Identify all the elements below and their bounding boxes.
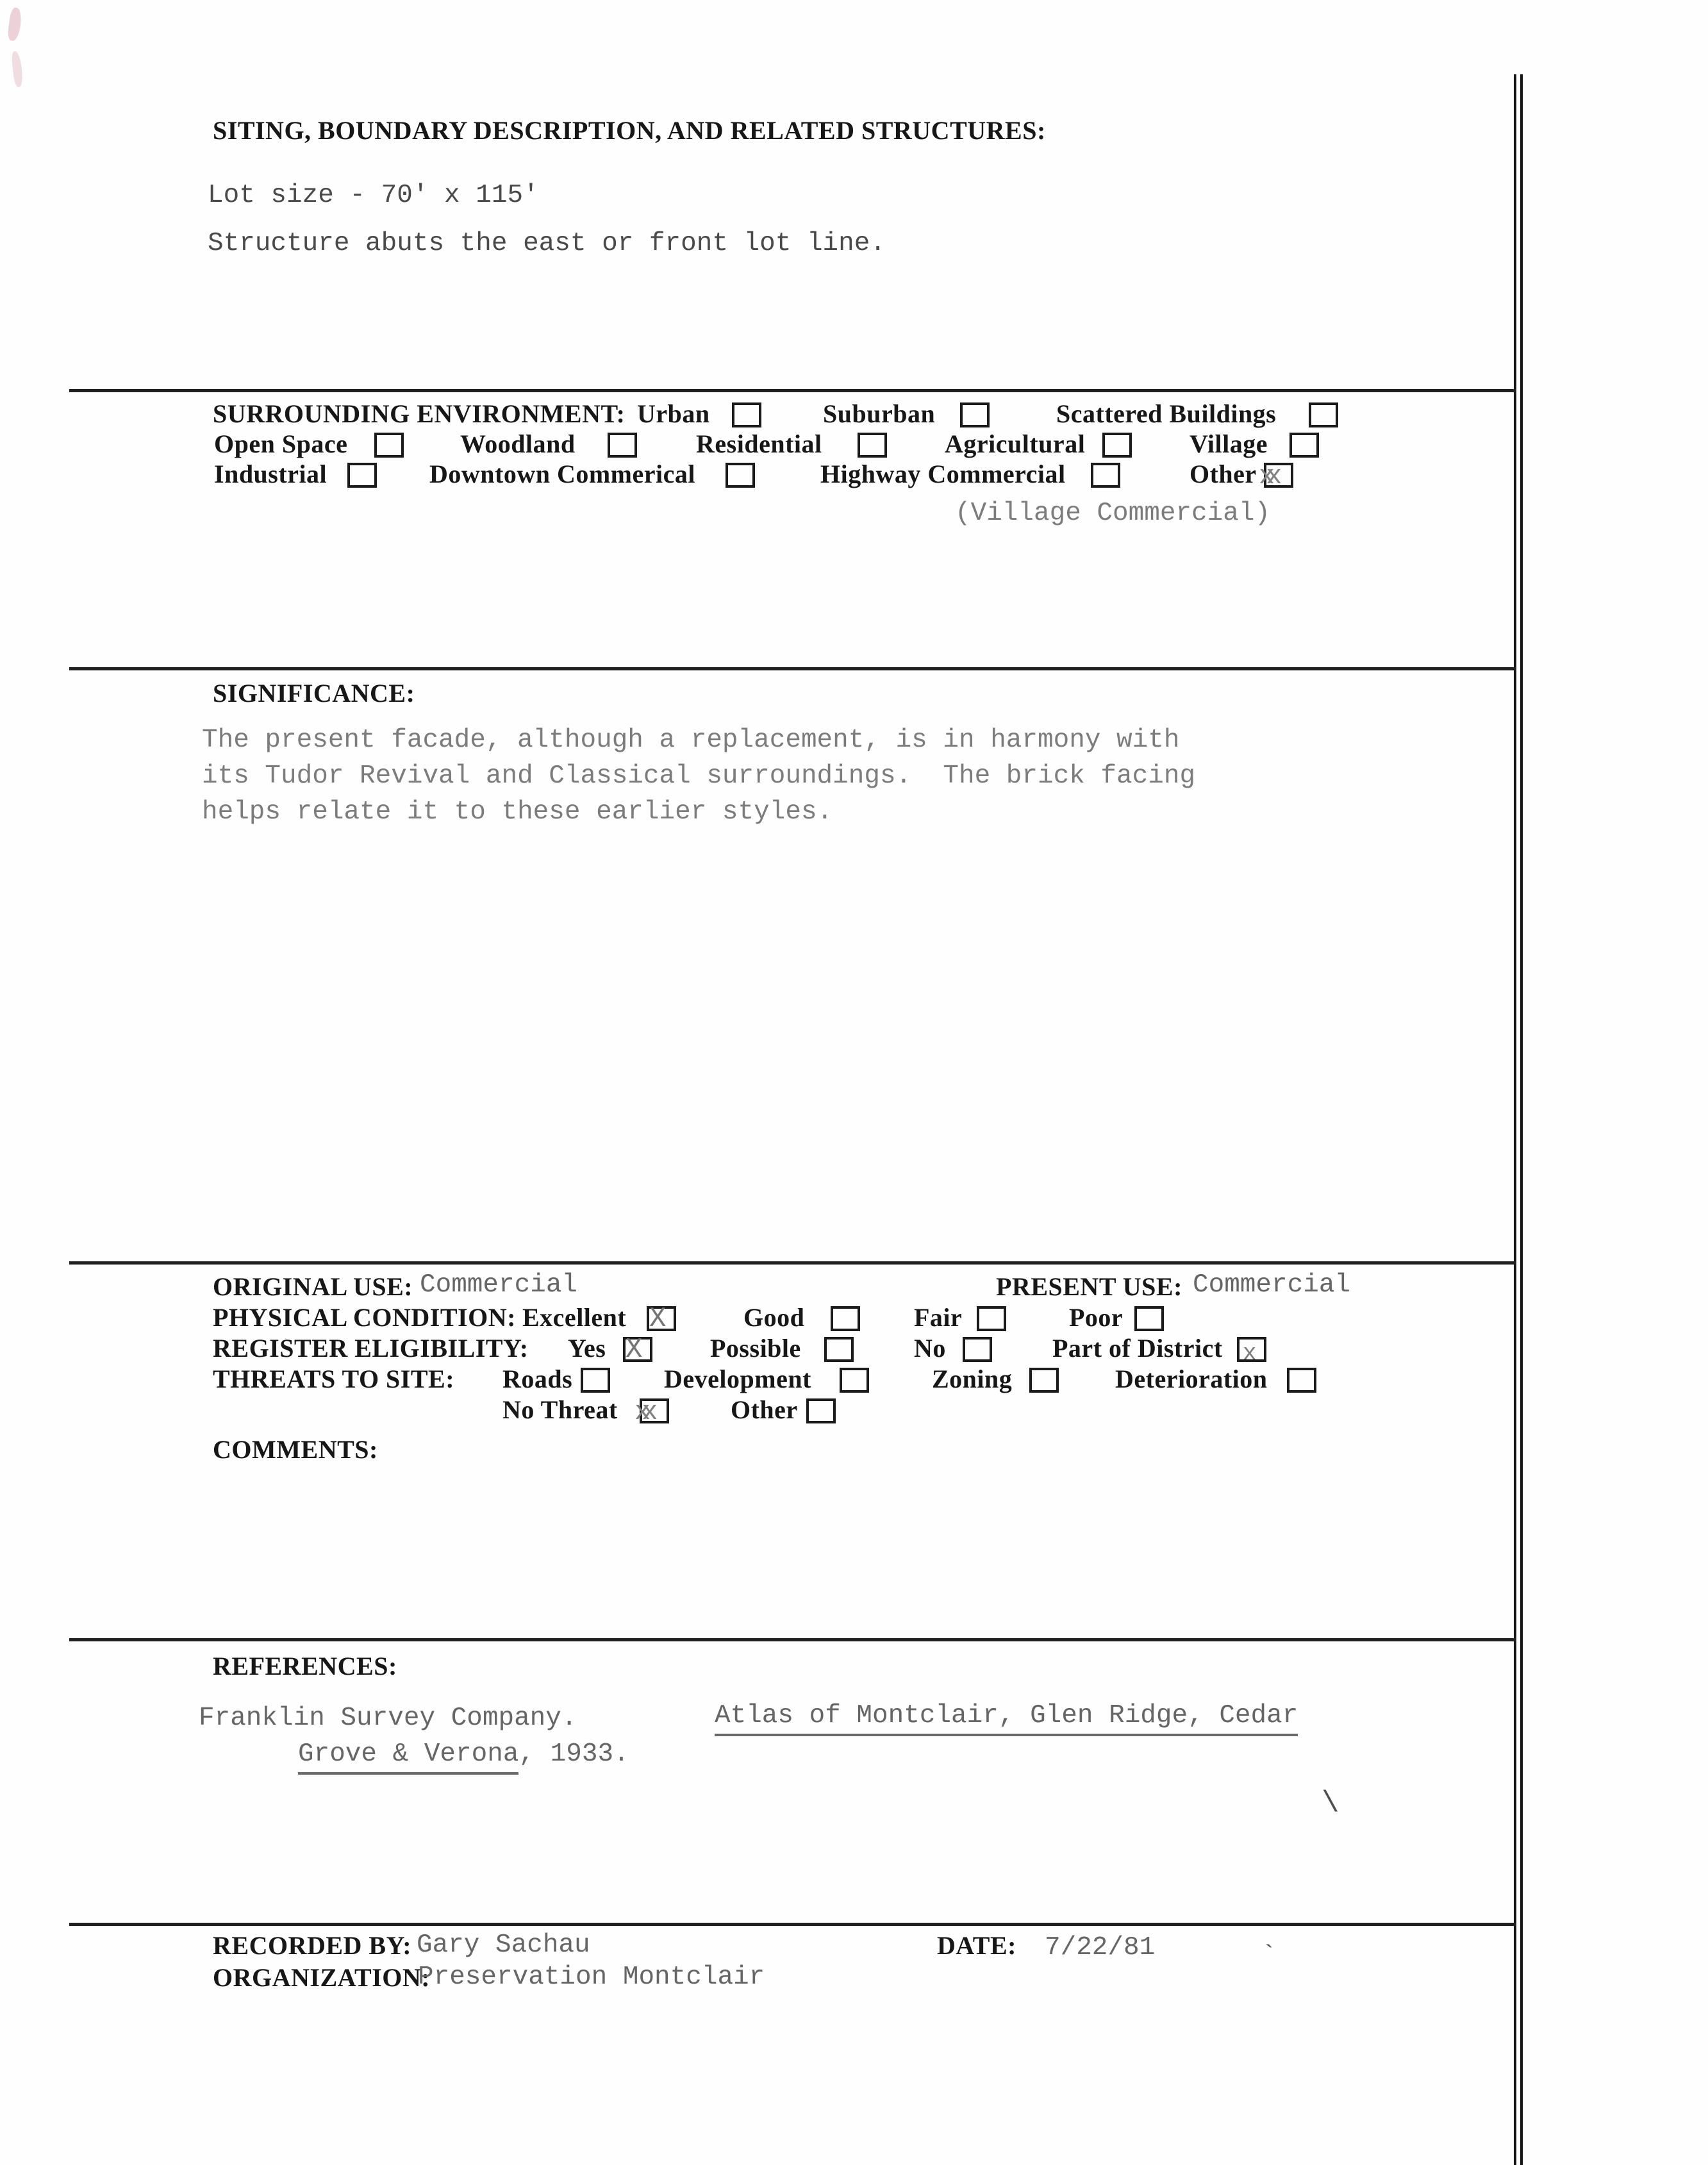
option-other-environment: Other (1190, 460, 1257, 488)
scan-artifact (11, 51, 24, 87)
check-mark: X (649, 1303, 667, 1335)
option-poor: Poor (1069, 1303, 1123, 1332)
references-heading: REFERENCES: (213, 1652, 397, 1680)
option-possible: Possible (710, 1334, 801, 1363)
agricultural-checkbox (1102, 433, 1132, 458)
option-village: Village (1190, 429, 1268, 458)
section-divider (69, 1923, 1516, 1926)
citation-title-line-2: Grove & Verona (298, 1739, 518, 1775)
threats-label: THREATS TO SITE: (213, 1365, 455, 1393)
comments-label: COMMENTS: (213, 1435, 378, 1464)
downtown-commercial-checkbox (725, 463, 755, 488)
option-roads: Roads (502, 1365, 573, 1393)
significance-line-1: The present facade, although a replacement, is in harmony with (202, 726, 1180, 755)
option-scattered-buildings: Scattered Buildings (1056, 399, 1277, 428)
present-use-label: PRESENT USE: (996, 1272, 1182, 1301)
citation-year: , 1933. (518, 1739, 629, 1769)
option-open-space: Open Space (214, 429, 348, 458)
good-checkbox (831, 1306, 860, 1331)
citation-author: Franklin Survey Company. (199, 1704, 577, 1733)
poor-checkbox (1134, 1306, 1164, 1331)
section-divider (69, 667, 1516, 670)
part-of-district-checkbox (1237, 1337, 1266, 1366)
option-other-threat: Other (731, 1395, 798, 1424)
scan-artifact (6, 7, 22, 42)
option-highway-commercial: Highway Commercial (820, 460, 1066, 488)
siting-line-structure: Structure abuts the east or front lot line. (208, 229, 886, 258)
siting-heading: SITING, BOUNDARY DESCRIPTION, AND RELATED STRUCTURES: (213, 116, 1046, 145)
roads-checkbox (581, 1368, 610, 1393)
open-space-checkbox (374, 433, 404, 458)
siting-line-lot-size: Lot size - 70' x 115' (208, 181, 539, 210)
recorded-by-value: Gary Sachau (417, 1930, 590, 1960)
option-suburban: Suburban (823, 399, 936, 428)
industrial-checkbox (347, 463, 377, 488)
significance-line-3: helps relate it to these earlier styles. (202, 797, 833, 827)
residential-checkbox (858, 433, 887, 458)
section-divider (69, 1261, 1516, 1265)
physical-condition-label: PHYSICAL CONDITION: (213, 1303, 516, 1332)
register-eligibility-label: REGISTER ELIGIBILITY: (213, 1334, 529, 1363)
zoning-checkbox (1029, 1368, 1059, 1393)
highway-commercial-checkbox (1091, 463, 1120, 488)
deterioration-checkbox (1287, 1368, 1316, 1393)
recorded-by-label: RECORDED BY: (213, 1931, 412, 1960)
suburban-checkbox (960, 402, 990, 427)
option-part-of-district: Part of District (1052, 1334, 1223, 1363)
section-divider (69, 389, 1516, 392)
option-downtown-commercial: Downtown Commerical (429, 460, 695, 488)
citation-title-line-1: Atlas of Montclair, Glen Ridge, Cedar (715, 1701, 1298, 1736)
yes-checkbox (623, 1334, 652, 1366)
citation-line-2 (298, 1739, 629, 1769)
check-mark: xx (1259, 461, 1273, 492)
original-use-value: Commercial (420, 1270, 578, 1300)
no-threat-checkbox (634, 1397, 669, 1427)
section-divider (69, 1638, 1516, 1641)
option-agricultural: Agricultural (945, 429, 1086, 458)
option-woodland: Woodland (460, 429, 576, 458)
significance-heading: SIGNIFICANCE: (213, 679, 415, 708)
option-zoning: Zoning (932, 1365, 1013, 1393)
option-fair: Fair (914, 1303, 963, 1332)
urban-checkbox (732, 402, 761, 427)
environment-annotation: (Village Commercial) (955, 499, 1271, 528)
stray-pen-mark: \ (1322, 1787, 1339, 1820)
option-yes: Yes (568, 1334, 606, 1363)
date-value: 7/22/81 (1045, 1933, 1156, 1962)
option-urban: Urban (637, 399, 710, 428)
option-residential: Residential (696, 429, 822, 458)
excellent-checkbox (647, 1303, 676, 1335)
stray-tick-mark: ` (1261, 1942, 1277, 1971)
option-deterioration: Deterioration (1115, 1365, 1268, 1393)
present-use-value: Commercial (1193, 1270, 1351, 1300)
page-edge-line (1514, 74, 1523, 2165)
organization-label: ORGANIZATION: (213, 1963, 431, 1992)
possible-checkbox (824, 1337, 854, 1362)
option-no: No (914, 1334, 946, 1363)
development-checkbox (840, 1368, 869, 1393)
option-development: Development (664, 1365, 811, 1393)
woodland-checkbox (608, 433, 637, 458)
option-industrial: Industrial (214, 460, 328, 488)
date-label: DATE: (937, 1931, 1016, 1960)
village-checkbox (1289, 433, 1319, 458)
no-checkbox (963, 1337, 992, 1362)
original-use-label: ORIGINAL USE: (213, 1272, 413, 1301)
option-no-threat: No Threat (502, 1395, 618, 1424)
check-mark: xx (634, 1397, 649, 1427)
scattered-buildings-checkbox (1309, 402, 1338, 427)
check-mark: X (626, 1334, 643, 1366)
option-excellent: Excellent (522, 1303, 627, 1332)
other-threat-checkbox (806, 1398, 836, 1423)
fair-checkbox (977, 1306, 1006, 1331)
option-good: Good (743, 1303, 805, 1332)
environment-heading: SURROUNDING ENVIRONMENT: (213, 399, 626, 428)
organization-value: Preservation Montclair (418, 1962, 765, 1992)
check-mark: x (1243, 1340, 1257, 1366)
other-environment-checkbox (1259, 461, 1293, 492)
significance-line-2: its Tudor Revival and Classical surroundings. The brick facing (202, 761, 1196, 791)
